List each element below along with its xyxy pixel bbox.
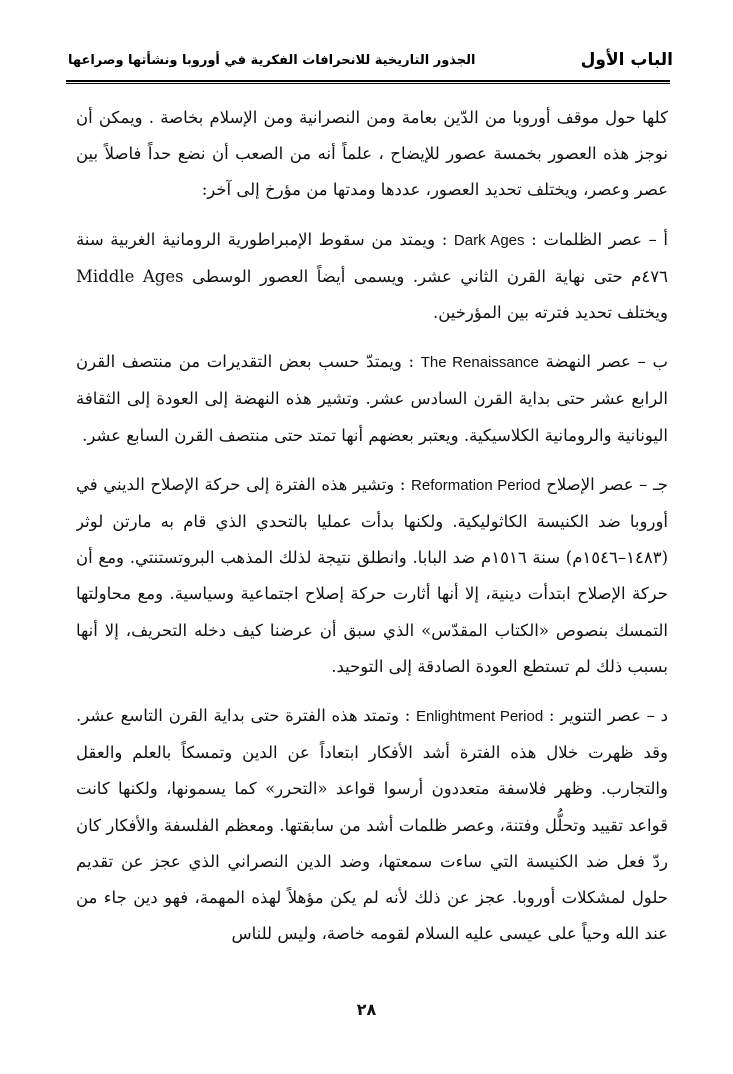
english-term: The Renaissance: [420, 354, 539, 372]
section-lead: ب – عصر النهضة: [545, 352, 668, 372]
header-rule: [66, 80, 670, 84]
paragraph-reformation: [76, 467, 668, 685]
body-text: [76, 100, 668, 1000]
paragraph-intro-text: كلها حول موقف أوروبا من الدّين بعامة ومن النصرانية ومن الإسلام بخاصة . ويمكن أن نوجز هذه العصور بخمسة عصور للإيضاح ، علماً أنه من الصعب أن نضع حداً فاصلاً بين عصر وعصر، ويختلف تحديد العصور، عددها ومدتها من مؤرخ إلى آخر:: [76, 108, 668, 200]
paragraph-text: : ويمتد من سقوط الإمبراطورية الرومانية الغربية سنة ٤٧٦م حتى نهاية القرن الثاني عشر. ويسمى أيضاً العصور الوسطى Middle Ages ويختلف تحديد فترته بين المؤرخين.: [76, 229, 668, 323]
paragraph-text: : ويمتدّ حسب بعض التقديرات من منتصف القرن الرابع عشر حتى بداية القرن السادس عشر. وتشير هذه النهضة إلى العودة إلى الثقافة اليونانية والرومانية الكلاسيكية. ويعتبر بعضهم أنها تمتد حتى منتصف القرن السابع عشر.: [76, 352, 668, 445]
chapter-title: الباب الأول: [580, 50, 673, 70]
paragraph-dark-ages: [76, 222, 668, 332]
running-title: الجذور التاريخية للانحرافات الفكرية في أوروبا ونشأتها وصراعها: [68, 52, 476, 68]
section-lead: أ – عصر الظلمات :: [531, 229, 668, 249]
paragraph-intro: [76, 100, 668, 209]
english-term: Dark Ages: [453, 231, 525, 249]
section-lead: جـ – عصر الإصلاح: [546, 474, 668, 494]
paragraph-text: : وتشير هذه الفترة إلى حركة الإصلاح الديني في أوروبا ضد الكنيسة الكاثوليكية. ولكنها بدأت عمليا بالتحدي الذي قام به مارتن لوثر (١٤٨٣–١٥٤٦م) سنة ١٥١٦م ضد البابا. وانطلق نتيجة لذلك المذهب البروتستنتي. ومع أن حركة الإصلاح ابتدأت دينية، إلا أنها أثارت حركة إصلاح اجتماعية وسياسية. ومع محاولتها التمسك بنصوص «الكتاب المقدّس» الذي سبق أن عرضنا كيف دخله التحريف، إلا أنها بسبب ذلك لم تستطع العودة الصادقة إلى التوحيد.: [76, 474, 668, 676]
section-lead: د – عصر التنوير :: [548, 706, 668, 726]
page-header: [68, 44, 673, 76]
paragraph-enlightenment: [76, 698, 668, 952]
paragraph-renaissance: [76, 344, 668, 454]
english-term: Reformation Period: [411, 476, 541, 494]
english-term: Enlightment Period: [415, 708, 544, 726]
paragraph-text: : وتمتد هذه الفترة حتى بداية القرن التاسع عشر. وقد ظهرت خلال هذه الفترة أشد الأفكار ابتعاداً عن الدين وتمسكاً بالعلم والعقل والتجارب. وظهر فلاسفة متعددون أرسوا قواعد «التحرر» كما يسمونها، ولكنها كانت قواعد تقييد وتحلُّل وفتنة، وعصر ظلمات أشد من سابقتها. ومعظم الفلسفة والأفكار كان ردّ فعل ضد الكنيسة التي ساءت سمعتها، وضد الدين النصراني الذي عجز عن تقديم حلول لمشكلات أوروبا. عجز عن ذلك لأنه لم يكن مؤهلاً لهذه المهمة، فهو دين جاء من عند الله وحياً على عيسى عليه السلام لقومه خاصة، وليس للناس: [76, 706, 668, 944]
page-number: ٢٨: [356, 1000, 377, 1019]
